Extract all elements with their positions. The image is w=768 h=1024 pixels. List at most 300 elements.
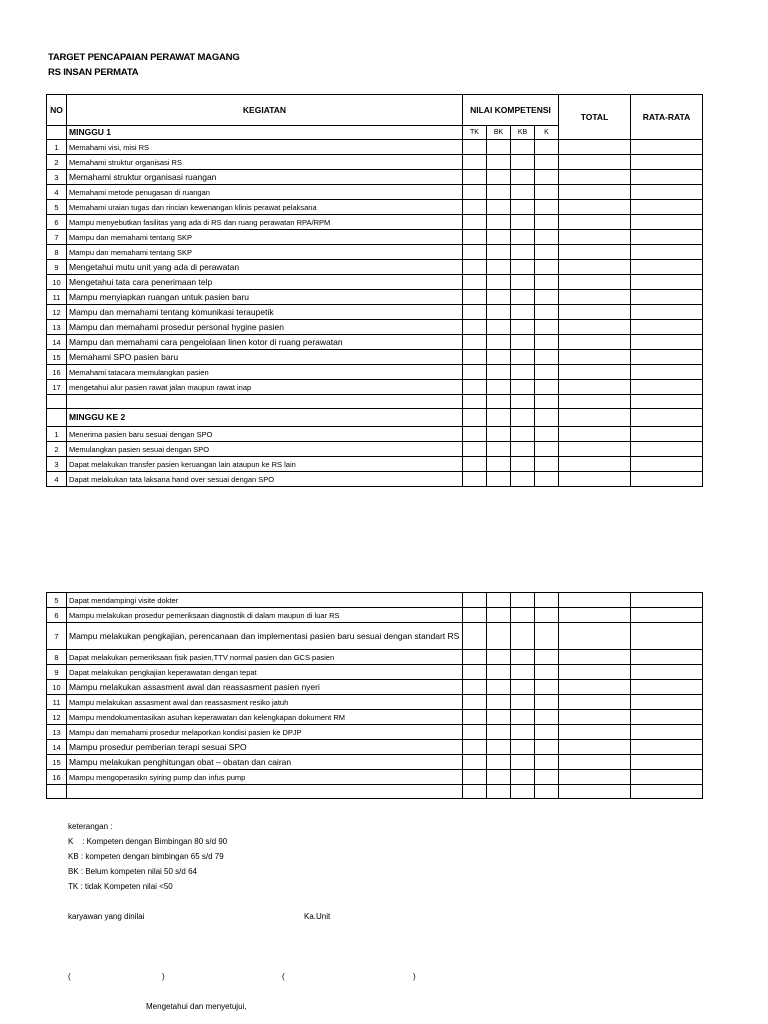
score-cell[interactable] [535,365,559,380]
score-cell[interactable] [631,260,703,275]
row-number: 5 [47,593,67,608]
score-cell[interactable] [487,245,511,260]
subheader-bk: BK [487,126,511,140]
signature-left-label: karyawan yang dinilai [68,912,145,921]
score-cell[interactable] [559,155,631,170]
signature-right-open-bracket: ( [282,972,285,981]
score-cell[interactable] [511,335,535,350]
score-cell[interactable] [559,725,631,740]
score-cell[interactable] [487,770,511,785]
score-cell[interactable] [487,320,511,335]
blank-cell [487,395,511,409]
activity-description: Memahami metode penugasan di ruangan [67,185,463,200]
score-cell[interactable] [463,320,487,335]
score-cell[interactable] [463,457,487,472]
table-row [47,695,703,710]
score-cell[interactable] [535,457,559,472]
score-cell[interactable] [487,335,511,350]
table-row [47,755,703,770]
score-cell[interactable] [511,755,535,770]
score-cell[interactable] [535,380,559,395]
blank-cell [47,126,67,140]
score-cell[interactable] [487,185,511,200]
score-cell[interactable] [487,710,511,725]
blank-cell [67,785,463,799]
score-cell[interactable] [535,140,559,155]
score-cell[interactable] [511,623,535,650]
score-cell[interactable] [631,725,703,740]
activity-description: Dapat melakukan transfer pasien keruangan lain ataupun ke RS lain [67,457,463,472]
header-no: NO [47,95,67,126]
score-cell[interactable] [559,472,631,487]
score-cell[interactable] [559,260,631,275]
activity-description: Menerima pasien baru sesuai dengan SPO [67,427,463,442]
activity-description: Memahami tatacara memulangkan pasien [67,365,463,380]
row-number: 12 [47,710,67,725]
row-number: 8 [47,650,67,665]
score-cell[interactable] [631,442,703,457]
activity-description: Dapat melakukan pengkajian keperawatan dengan tepat [67,665,463,680]
score-cell[interactable] [631,305,703,320]
score-cell[interactable] [631,650,703,665]
score-cell[interactable] [631,457,703,472]
row-number: 15 [47,350,67,365]
score-cell[interactable] [487,623,511,650]
score-cell[interactable] [487,593,511,608]
score-cell[interactable] [631,350,703,365]
row-number: 11 [47,290,67,305]
score-cell[interactable] [631,215,703,230]
score-cell[interactable] [631,320,703,335]
score-cell[interactable] [535,710,559,725]
score-cell[interactable] [487,305,511,320]
blank-cell [631,785,703,799]
score-cell[interactable] [463,155,487,170]
hospital-name: RS INSAN PERMATA [48,67,139,78]
score-cell[interactable] [487,472,511,487]
score-cell[interactable] [535,230,559,245]
score-cell[interactable] [559,185,631,200]
score-cell[interactable] [511,457,535,472]
score-cell[interactable] [535,170,559,185]
table-row [47,200,703,215]
score-cell[interactable] [535,755,559,770]
score-cell[interactable] [559,457,631,472]
table-row [47,275,703,290]
score-cell[interactable] [463,623,487,650]
score-cell[interactable] [511,305,535,320]
score-cell[interactable] [559,680,631,695]
score-cell[interactable] [631,365,703,380]
activity-description: Mengetahui mutu unit yang ada di perawatan [67,260,463,275]
table-row [47,442,703,457]
signature-left-open-bracket: ( [68,972,71,981]
row-number: 4 [47,185,67,200]
row-number: 7 [47,623,67,650]
score-cell[interactable] [631,472,703,487]
score-cell[interactable] [463,335,487,350]
score-cell[interactable] [559,650,631,665]
row-number: 3 [47,457,67,472]
score-cell[interactable] [487,442,511,457]
score-cell[interactable] [511,472,535,487]
score-cell[interactable] [511,593,535,608]
score-cell[interactable] [463,695,487,710]
week-2-label: MINGGU KE 2 [67,409,463,427]
score-cell[interactable] [511,740,535,755]
activity-description: Mampu dan memahami tentang SKP [67,230,463,245]
score-cell[interactable] [559,200,631,215]
table-row [47,230,703,245]
row-number: 5 [47,200,67,215]
score-cell[interactable] [535,427,559,442]
blank-cell [463,409,487,427]
note-kb: KB : kompeten dengan bimbingan 65 s/d 79 [68,852,224,861]
score-cell[interactable] [487,230,511,245]
score-cell[interactable] [463,380,487,395]
table-row [47,350,703,365]
table-row [47,365,703,380]
blank-cell [463,785,487,799]
score-cell[interactable] [559,245,631,260]
activity-description: Mampu mengoperasikn syiring pump dan infus pump [67,770,463,785]
score-cell[interactable] [559,350,631,365]
score-cell[interactable] [463,650,487,665]
score-cell[interactable] [511,350,535,365]
score-cell[interactable] [559,365,631,380]
score-cell[interactable] [463,245,487,260]
score-cell[interactable] [487,215,511,230]
score-cell[interactable] [463,215,487,230]
score-cell[interactable] [487,665,511,680]
score-cell[interactable] [559,305,631,320]
score-cell[interactable] [463,608,487,623]
score-cell[interactable] [535,200,559,215]
score-cell[interactable] [487,380,511,395]
table-row [47,215,703,230]
score-cell[interactable] [631,710,703,725]
score-cell[interactable] [535,593,559,608]
score-cell[interactable] [511,442,535,457]
score-cell[interactable] [487,427,511,442]
row-number: 16 [47,365,67,380]
score-cell[interactable] [463,275,487,290]
table-row [47,245,703,260]
score-cell[interactable] [463,725,487,740]
score-cell[interactable] [511,155,535,170]
score-cell[interactable] [487,350,511,365]
row-number: 4 [47,472,67,487]
activity-description: Mengetahui tata cara penerimaan telp [67,275,463,290]
table-row [47,725,703,740]
score-cell[interactable] [511,665,535,680]
score-cell[interactable] [535,305,559,320]
score-cell[interactable] [535,472,559,487]
score-cell[interactable] [559,275,631,290]
score-cell[interactable] [511,725,535,740]
subheader-k: K [535,126,559,140]
table-row [47,427,703,442]
score-cell[interactable] [535,215,559,230]
score-cell[interactable] [463,680,487,695]
score-cell[interactable] [487,457,511,472]
activity-description: Memahami struktur organisasi ruangan [67,170,463,185]
score-cell[interactable] [631,290,703,305]
activity-description: Memahami uraian tugas dan rincian kewenangan klinis perawat pelaksana [67,200,463,215]
table-row [47,665,703,680]
score-cell[interactable] [631,770,703,785]
score-cell[interactable] [511,185,535,200]
score-cell[interactable] [487,680,511,695]
score-cell[interactable] [559,442,631,457]
score-cell[interactable] [631,230,703,245]
score-cell[interactable] [535,650,559,665]
score-cell[interactable] [463,593,487,608]
row-number: 13 [47,320,67,335]
row-number: 15 [47,755,67,770]
blank-cell [511,409,535,427]
table-row [47,290,703,305]
score-cell[interactable] [559,140,631,155]
table-row [47,770,703,785]
score-cell[interactable] [511,710,535,725]
score-cell[interactable] [631,200,703,215]
score-cell[interactable] [535,320,559,335]
score-cell[interactable] [487,155,511,170]
score-cell[interactable] [535,290,559,305]
score-cell[interactable] [631,380,703,395]
blank-cell [631,409,703,427]
row-number: 8 [47,245,67,260]
table-row [47,335,703,350]
score-cell[interactable] [463,350,487,365]
score-cell[interactable] [535,608,559,623]
score-cell[interactable] [559,215,631,230]
score-cell[interactable] [631,275,703,290]
score-cell[interactable] [631,680,703,695]
score-cell[interactable] [535,665,559,680]
signature-right-close-bracket: ) [413,972,416,981]
notes-heading: keterangan : [68,822,113,831]
score-cell[interactable] [511,290,535,305]
score-cell[interactable] [559,740,631,755]
score-cell[interactable] [511,200,535,215]
header-nilai-kompetensi: NILAI KOMPETENSI [463,95,559,126]
score-cell[interactable] [631,170,703,185]
score-cell[interactable] [463,755,487,770]
score-cell[interactable] [559,320,631,335]
score-cell[interactable] [511,170,535,185]
score-cell[interactable] [631,155,703,170]
row-number: 2 [47,155,67,170]
score-cell[interactable] [487,365,511,380]
activity-description: Memulangkan pasien sesuai dengan SPO [67,442,463,457]
score-cell[interactable] [463,740,487,755]
score-cell[interactable] [463,665,487,680]
activity-description: Mampu melakukan assasment awal dan reassasment resiko jatuh [67,695,463,710]
score-cell[interactable] [535,695,559,710]
blank-cell [559,395,631,409]
score-cell[interactable] [463,200,487,215]
score-cell[interactable] [559,593,631,608]
score-cell[interactable] [487,755,511,770]
competency-table-1 [46,94,703,487]
score-cell[interactable] [535,260,559,275]
document-title: TARGET PENCAPAIAN PERAWAT MAGANG [48,52,240,63]
score-cell[interactable] [463,442,487,457]
score-cell[interactable] [511,365,535,380]
table-row [47,680,703,695]
score-cell[interactable] [631,665,703,680]
score-cell[interactable] [559,230,631,245]
row-number: 9 [47,260,67,275]
score-cell[interactable] [535,275,559,290]
activity-description: Mampu dan memahami tentang komunikasi teraupetik [67,305,463,320]
score-cell[interactable] [463,170,487,185]
score-cell[interactable] [535,335,559,350]
score-cell[interactable] [511,320,535,335]
blank-cell [487,785,511,799]
score-cell[interactable] [487,260,511,275]
table-row [47,140,703,155]
score-cell[interactable] [511,230,535,245]
activity-description: Memahami SPO pasien baru [67,350,463,365]
score-cell[interactable] [487,200,511,215]
score-cell[interactable] [511,427,535,442]
score-cell[interactable] [511,245,535,260]
score-cell[interactable] [559,170,631,185]
row-number: 6 [47,608,67,623]
score-cell[interactable] [511,215,535,230]
table-row [47,185,703,200]
score-cell[interactable] [535,680,559,695]
table-row [47,623,703,650]
score-cell[interactable] [463,230,487,245]
score-cell[interactable] [559,665,631,680]
score-cell[interactable] [463,427,487,442]
score-cell[interactable] [463,710,487,725]
score-cell[interactable] [463,290,487,305]
score-cell[interactable] [559,755,631,770]
table-row [47,155,703,170]
blank-cell [47,409,67,427]
score-cell[interactable] [631,593,703,608]
table-row [47,457,703,472]
subheader-tk: TK [463,126,487,140]
score-cell[interactable] [463,472,487,487]
score-cell[interactable] [463,305,487,320]
score-cell[interactable] [559,623,631,650]
score-cell[interactable] [631,695,703,710]
row-number: 14 [47,740,67,755]
row-number: 1 [47,140,67,155]
score-cell[interactable] [535,770,559,785]
score-cell[interactable] [463,140,487,155]
score-cell[interactable] [511,275,535,290]
score-cell[interactable] [487,695,511,710]
score-cell[interactable] [631,140,703,155]
score-cell[interactable] [559,380,631,395]
activity-description: Mampu melakukan pengkajian, perencanaan dan implementasi pasien baru sesuai dengan standart RS [67,623,463,650]
score-cell[interactable] [535,725,559,740]
score-cell[interactable] [631,623,703,650]
score-cell[interactable] [511,260,535,275]
score-cell[interactable] [559,695,631,710]
score-cell[interactable] [535,245,559,260]
activity-description: Mampu menyebutkan fasilitas yang ada di RS dan ruang perawatan RPA/RPM [67,215,463,230]
score-cell[interactable] [559,335,631,350]
score-cell[interactable] [487,170,511,185]
score-cell[interactable] [631,185,703,200]
score-cell[interactable] [511,608,535,623]
score-cell[interactable] [559,427,631,442]
score-cell[interactable] [511,140,535,155]
score-cell[interactable] [511,770,535,785]
blank-cell [559,785,631,799]
score-cell[interactable] [487,608,511,623]
activity-description: Mampu dan memahami prosedur personal hygine pasien [67,320,463,335]
score-cell[interactable] [631,740,703,755]
score-cell[interactable] [631,245,703,260]
row-number: 12 [47,305,67,320]
note-k: K : Kompeten dengan Bimbingan 80 s/d 90 [68,837,228,846]
score-cell[interactable] [463,365,487,380]
score-cell[interactable] [487,290,511,305]
activity-description: Dapat melakukan pemeriksaan fisik pasien,TTV normal pasien dan GCS pasien [67,650,463,665]
score-cell[interactable] [463,185,487,200]
score-cell[interactable] [487,140,511,155]
score-cell[interactable] [511,680,535,695]
score-cell[interactable] [487,275,511,290]
activity-description: mengetahui alur pasien rawat jalan maupun rawat inap [67,380,463,395]
score-cell[interactable] [559,710,631,725]
row-number: 6 [47,215,67,230]
score-cell[interactable] [559,608,631,623]
score-cell[interactable] [535,350,559,365]
activity-description: Dapat melakukan tata laksana hand over sesuai dengan SPO [67,472,463,487]
score-cell[interactable] [511,695,535,710]
table-row [47,593,703,608]
score-cell[interactable] [535,442,559,457]
note-tk: TK : tidak Kompeten nilai <50 [68,882,173,891]
score-cell[interactable] [631,335,703,350]
score-cell[interactable] [487,740,511,755]
score-cell[interactable] [559,290,631,305]
activity-description: Memahami visi, misi RS [67,140,463,155]
row-number: 10 [47,680,67,695]
activity-description: Mampu melakukan penghitungan obat – obatan dan cairan [67,755,463,770]
week-1-label: MINGGU 1 [67,126,463,140]
score-cell[interactable] [631,608,703,623]
score-cell[interactable] [463,260,487,275]
activity-description: Mampu melakukan prosedur pemeriksaan diagnostik di dalam maupun di luar RS [67,608,463,623]
blank-cell [47,785,67,799]
score-cell[interactable] [511,650,535,665]
score-cell[interactable] [535,623,559,650]
score-cell[interactable] [511,380,535,395]
score-cell[interactable] [463,770,487,785]
score-cell[interactable] [535,155,559,170]
row-number: 13 [47,725,67,740]
score-cell[interactable] [631,755,703,770]
score-cell[interactable] [559,770,631,785]
score-cell[interactable] [535,740,559,755]
score-cell[interactable] [631,427,703,442]
blank-cell [631,395,703,409]
score-cell[interactable] [535,185,559,200]
score-cell[interactable] [487,650,511,665]
score-cell[interactable] [487,725,511,740]
